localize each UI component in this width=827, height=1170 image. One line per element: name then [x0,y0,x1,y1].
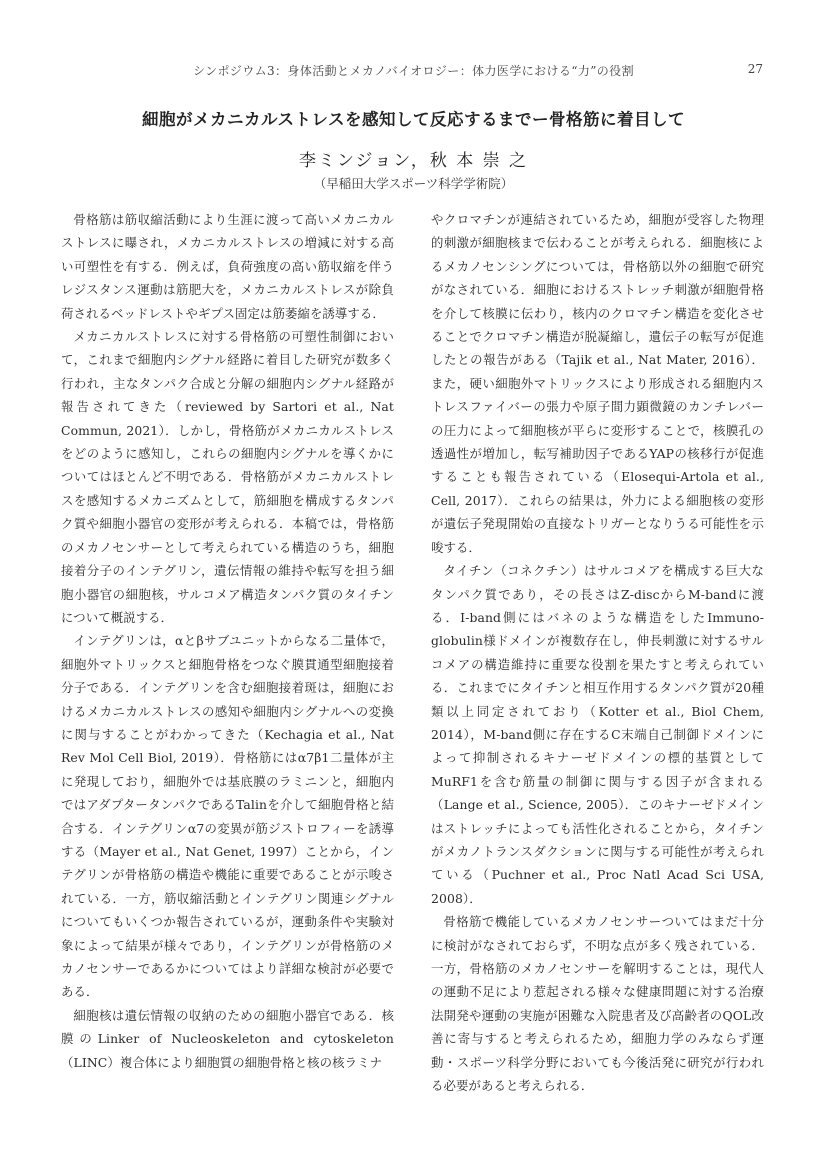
running-title: シンポジウム3：身体活動とメカノバイオロジー：体力医学における“力”の役割 [193,64,634,78]
paragraph-conclusion: 骨格筋で機能しているメカノセンサーついてはまだ十分に検討がなされておらず，不明な点が多く残されている．一方，骨格筋のメカノセンサーを解明することは，現代人の運動不足により惹起される様々な健康問題に対する治療法開発や運動の実施が困難な入院患者及び高齢者のQOL改善に寄与すると考えられるため，細胞力学のみならず運動・スポーツ科学分野においても今後活発に研究が行われる必要があると考えられる． [431,914,764,1094]
paragraph-nucleus-continued: やクロマチンが連結されているため，細胞が受容した物理的刺激が細胞核まで伝わることが考えられる．細胞核によるメカノセンシングについては，骨格筋以外の細胞で研究がなされている．細胞におけるストレッチ刺激が細胞骨格を介して核膜に伝わり，核内のクロマチン構造を変化させることでクロマチン構造が脱凝縮し，遺伝子の転写が促進したとの報告がある（Tajik et al., Nat Mater, 2016）．また，硬い細胞外マトリックスにより形成される細胞内ストレスファイバーの張力や原子間力顕微鏡のカンチレバーの圧力によって細胞核が平らに変形することで，核膜孔の透過性が増加し，転写補助因子であるYAPの核移行が促進することも報告されている（Elosequi-Artola et al., Cell, 2017）．これらの結果は，外力による細胞核の変形が遺伝子発現開始の直接なトリガーとなりうる可能性を示唆する． [431,212,764,555]
paragraph-intro: 骨格筋は筋収縮活動により生涯に渡って高いメカニカルストレスに曝され，メカニカルストレスの増減に対する高い可塑性を有する．例えば，負荷強度の高い筋収縮を伴うレジスタンス運動は筋肥大を，メカニカルストレスが除負荷されるベッドレストやギプス固定は筋萎縮を誘導する． [61,212,394,321]
article-title: 細胞がメカニカルストレスを感知して反応するまでー骨格筋に着目して [141,110,685,129]
page-header [60,62,767,84]
paragraph-nucleus: 細胞核は遺伝情報の収納のための細胞小器官である．核膜のLinker of Nucleoskeleton and cytoskeleton（LINC）複合体により細胞質の細胞骨格と核の核ラミナ [61,1007,394,1070]
page-number: 27 [747,62,763,76]
paragraph-signaling: メカニカルストレスに対する骨格筋の可塑性制御において，これまで細胞内シグナル経路に着目した研究が数多く行われ，主なタンパク合成と分解の細胞内シグナル経路が報告されてきた（reviewed by Sartori et al., Nat Commun, 2021）．しかし，骨格筋がメカニカルストレスをどのように感知し，これらの細胞内シグナルを導くかについてはほとんど不明である．骨格筋がメカニカルストレスを感知するメカニズムとして，筋細胞を構成するタンパク質や細胞小器官の変形が考えられる．本稿では，骨格筋のメカノセンサーとして考えられている構造のうち，細胞接着分子のインテグリン，遺伝情報の維持や転写を担う細胞小器官の細胞核，サルコメア構造タンパク質のタイチンについて概説する． [61,329,394,625]
body-column-right [431,208,764,1097]
paragraph-titin: タイチン（コネクチン）はサルコメアを構成する巨大なタンパク質であり，その長さはZ-discからM-bandに渡る．I-band側にはバネのような構造をしたImmuno-globulin様ドメインが複数存在し，伸長刺激に対するサルコメアの構造維持に重要な役割を果たすと考えられている．これまでにタイチンと相互作用するタンパク質が20種類以上同定されており（Kotter et al., Biol Chem, 2014），M-band側に存在するC末端自己制御ドメインによって抑制されるキナーゼドメインの標的基質としてMuRF1を含む筋量の制御に関与する因子が含まれる（Lange et al., Science, 2005）．このキナーゼドメインはストレッチによっても活性化されることから，タイチンがメカノトランスダクションに関与する可能性が考えられている（Puchner et al., Proc Natl Acad Sci USA, 2008）． [431,563,764,906]
authors: 李ミンジョン，秋 本 崇 之 [298,151,529,171]
paragraph-integrin: インテグリンは，αとβサブユニットからなる二量体で，細胞外マトリックスと細胞骨格をつなぐ膜貫通型細胞接着分子である．インテグリンを含む細胞接着斑は，細胞におけるメカニカルストレスの感知や細胞内シグナルへの変換に関与することがわかってきた（Kechagia et al., Nat Rev Mol Cell Biol, 2019）．骨格筋にはα7β1二量体が主に発現しており，細胞外では基底膜のラミニンと，細胞内ではアダプタータンパクであるTalinを介して細胞骨格と結合する．インテグリンα7の変異が筋ジストロフィーを誘導する（Mayer et al., Nat Genet, 1997）ことから，インテグリンが骨格筋の構造や機能に重要であることが示唆されている．一方，筋収縮活動とインテグリン関連シグナルについてもいくつか報告されているが，運動条件や実験対象によって結果が様々であり，インテグリンが骨格筋のメカノセンサーであるかについてはより詳細な検討が必要である． [61,633,394,1000]
affiliation: （早稲田大学スポーツ科学学術院） [313,176,514,191]
body-column-left [61,208,394,1074]
